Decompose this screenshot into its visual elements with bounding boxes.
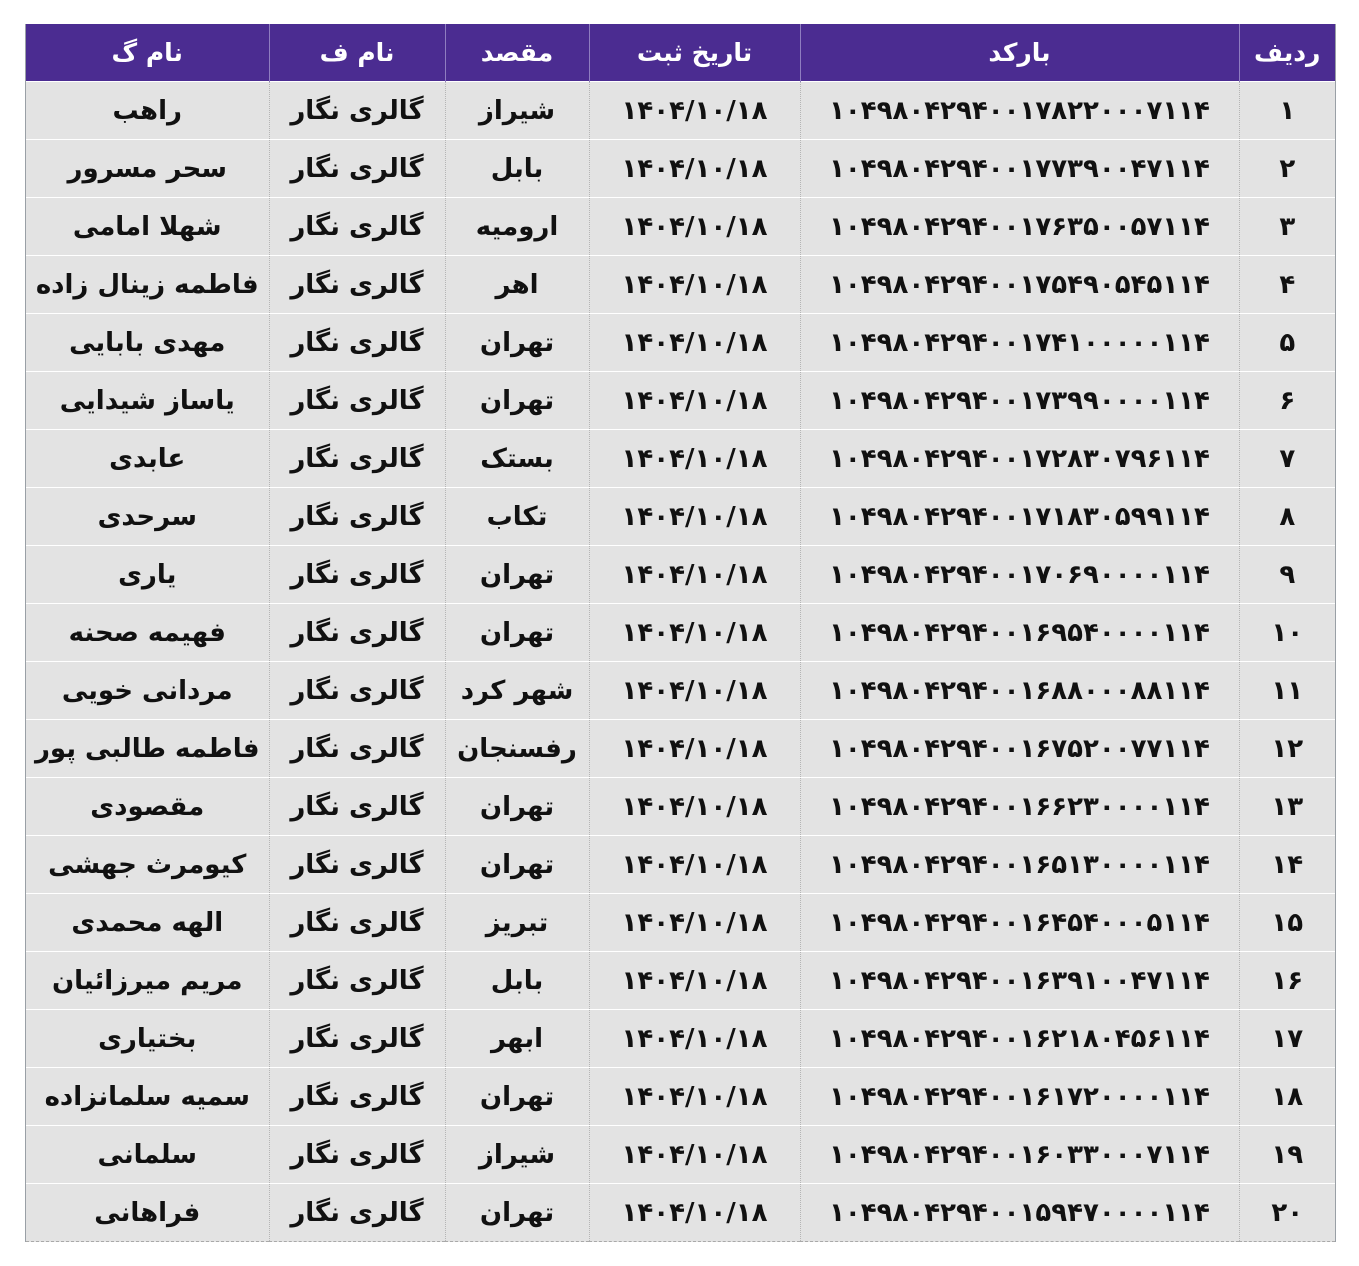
cell-row-number: ۱۶ xyxy=(1239,952,1335,1010)
table-row xyxy=(26,82,1335,140)
cell-barcode: ۱۰۴۹۸۰۴۲۹۴۰۰۱۷۲۸۳۰۷۹۶۱۱۴ xyxy=(800,430,1239,488)
table-row xyxy=(26,314,1335,372)
cell-date: ۱۴۰۴/۱۰/۱۸ xyxy=(589,604,800,662)
cell-date: ۱۴۰۴/۱۰/۱۸ xyxy=(589,140,800,198)
cell-date: ۱۴۰۴/۱۰/۱۸ xyxy=(589,778,800,836)
cell-barcode: ۱۰۴۹۸۰۴۲۹۴۰۰۱۶۲۱۸۰۴۵۶۱۱۴ xyxy=(800,1010,1239,1068)
cell-last-name: گالری نگار xyxy=(269,604,445,662)
cell-last-name: گالری نگار xyxy=(269,1184,445,1242)
cell-barcode: ۱۰۴۹۸۰۴۲۹۴۰۰۱۶۰۳۳۰۰۰۷۱۱۴ xyxy=(800,1126,1239,1184)
cell-date: ۱۴۰۴/۱۰/۱۸ xyxy=(589,894,800,952)
cell-first-name: سلمانی xyxy=(26,1126,269,1184)
cell-last-name: گالری نگار xyxy=(269,1010,445,1068)
table-row xyxy=(26,1068,1335,1126)
cell-barcode: ۱۰۴۹۸۰۴۲۹۴۰۰۱۷۰۶۹۰۰۰۰۱۱۴ xyxy=(800,546,1239,604)
table-row xyxy=(26,488,1335,546)
cell-first-name: سرحدی xyxy=(26,488,269,546)
cell-row-number: ۵ xyxy=(1239,314,1335,372)
cell-row-number: ۱۴ xyxy=(1239,836,1335,894)
cell-destination: تهران xyxy=(445,1184,589,1242)
cell-first-name: عابدی xyxy=(26,430,269,488)
cell-destination: تهران xyxy=(445,1068,589,1126)
cell-destination: تبریز xyxy=(445,894,589,952)
cell-date: ۱۴۰۴/۱۰/۱۸ xyxy=(589,836,800,894)
cell-last-name: گالری نگار xyxy=(269,894,445,952)
cell-barcode: ۱۰۴۹۸۰۴۲۹۴۰۰۱۷۱۸۳۰۵۹۹۱۱۴ xyxy=(800,488,1239,546)
cell-row-number: ۲ xyxy=(1239,140,1335,198)
header-first-name: نام گ xyxy=(26,24,269,82)
cell-date: ۱۴۰۴/۱۰/۱۸ xyxy=(589,952,800,1010)
cell-last-name: گالری نگار xyxy=(269,1126,445,1184)
table-header xyxy=(26,24,1335,82)
cell-barcode: ۱۰۴۹۸۰۴۲۹۴۰۰۱۷۵۴۹۰۵۴۵۱۱۴ xyxy=(800,256,1239,314)
cell-row-number: ۴ xyxy=(1239,256,1335,314)
shipment-table xyxy=(26,24,1335,1242)
table-row xyxy=(26,1126,1335,1184)
cell-barcode: ۱۰۴۹۸۰۴۲۹۴۰۰۱۶۶۲۳۰۰۰۰۱۱۴ xyxy=(800,778,1239,836)
cell-first-name: فهیمه صحنه xyxy=(26,604,269,662)
cell-first-name: سحر مسرور xyxy=(26,140,269,198)
shipment-table-container xyxy=(25,24,1336,1242)
cell-last-name: گالری نگار xyxy=(269,836,445,894)
cell-row-number: ۱ xyxy=(1239,82,1335,140)
cell-last-name: گالری نگار xyxy=(269,140,445,198)
cell-row-number: ۶ xyxy=(1239,372,1335,430)
cell-destination: تهران xyxy=(445,372,589,430)
cell-barcode: ۱۰۴۹۸۰۴۲۹۴۰۰۱۵۹۴۷۰۰۰۰۱۱۴ xyxy=(800,1184,1239,1242)
cell-date: ۱۴۰۴/۱۰/۱۸ xyxy=(589,546,800,604)
cell-destination: تکاب xyxy=(445,488,589,546)
header-row xyxy=(26,24,1335,82)
cell-date: ۱۴۰۴/۱۰/۱۸ xyxy=(589,1184,800,1242)
cell-first-name: فاطمه طالبی پور xyxy=(26,720,269,778)
cell-barcode: ۱۰۴۹۸۰۴۲۹۴۰۰۱۶۹۵۴۰۰۰۰۱۱۴ xyxy=(800,604,1239,662)
table-row xyxy=(26,836,1335,894)
table-row xyxy=(26,662,1335,720)
cell-destination: رفسنجان xyxy=(445,720,589,778)
cell-last-name: گالری نگار xyxy=(269,488,445,546)
cell-first-name: شهلا امامی xyxy=(26,198,269,256)
cell-first-name: مهدی بابایی xyxy=(26,314,269,372)
cell-barcode: ۱۰۴۹۸۰۴۲۹۴۰۰۱۶۸۸۰۰۰۸۸۱۱۴ xyxy=(800,662,1239,720)
cell-destination: بابل xyxy=(445,952,589,1010)
cell-first-name: سمیه سلمانزاده xyxy=(26,1068,269,1126)
cell-destination: تهران xyxy=(445,836,589,894)
table-row xyxy=(26,256,1335,314)
cell-date: ۱۴۰۴/۱۰/۱۸ xyxy=(589,430,800,488)
cell-last-name: گالری نگار xyxy=(269,952,445,1010)
cell-first-name: یاری xyxy=(26,546,269,604)
cell-destination: بابل xyxy=(445,140,589,198)
header-last-name: نام ف xyxy=(269,24,445,82)
cell-last-name: گالری نگار xyxy=(269,430,445,488)
cell-row-number: ۱۳ xyxy=(1239,778,1335,836)
cell-row-number: ۱۹ xyxy=(1239,1126,1335,1184)
cell-destination: ارومیه xyxy=(445,198,589,256)
cell-date: ۱۴۰۴/۱۰/۱۸ xyxy=(589,314,800,372)
cell-first-name: فاطمه زینال زاده xyxy=(26,256,269,314)
cell-first-name: بختیاری xyxy=(26,1010,269,1068)
cell-barcode: ۱۰۴۹۸۰۴۲۹۴۰۰۱۷۴۱۰۰۰۰۰۱۱۴ xyxy=(800,314,1239,372)
cell-row-number: ۱۱ xyxy=(1239,662,1335,720)
table-row xyxy=(26,952,1335,1010)
cell-date: ۱۴۰۴/۱۰/۱۸ xyxy=(589,1010,800,1068)
cell-barcode: ۱۰۴۹۸۰۴۲۹۴۰۰۱۶۴۵۴۰۰۰۵۱۱۴ xyxy=(800,894,1239,952)
cell-last-name: گالری نگار xyxy=(269,1068,445,1126)
header-row-number: ردیف xyxy=(1239,24,1335,82)
cell-destination: تهران xyxy=(445,778,589,836)
cell-first-name: مردانی خویی xyxy=(26,662,269,720)
cell-last-name: گالری نگار xyxy=(269,198,445,256)
cell-date: ۱۴۰۴/۱۰/۱۸ xyxy=(589,1068,800,1126)
table-row xyxy=(26,1184,1335,1242)
cell-date: ۱۴۰۴/۱۰/۱۸ xyxy=(589,256,800,314)
cell-last-name: گالری نگار xyxy=(269,372,445,430)
cell-destination: تهران xyxy=(445,604,589,662)
cell-date: ۱۴۰۴/۱۰/۱۸ xyxy=(589,372,800,430)
cell-first-name: کیومرث جهشی xyxy=(26,836,269,894)
cell-last-name: گالری نگار xyxy=(269,662,445,720)
cell-first-name: الهه محمدی xyxy=(26,894,269,952)
cell-last-name: گالری نگار xyxy=(269,546,445,604)
table-row xyxy=(26,720,1335,778)
cell-date: ۱۴۰۴/۱۰/۱۸ xyxy=(589,1126,800,1184)
header-destination: مقصد xyxy=(445,24,589,82)
cell-row-number: ۷ xyxy=(1239,430,1335,488)
table-row xyxy=(26,430,1335,488)
table-row xyxy=(26,1010,1335,1068)
cell-destination: بستک xyxy=(445,430,589,488)
cell-first-name: راهب xyxy=(26,82,269,140)
cell-destination: تهران xyxy=(445,546,589,604)
cell-first-name: یاساز شیدایی xyxy=(26,372,269,430)
cell-last-name: گالری نگار xyxy=(269,256,445,314)
cell-last-name: گالری نگار xyxy=(269,314,445,372)
cell-date: ۱۴۰۴/۱۰/۱۸ xyxy=(589,720,800,778)
cell-barcode: ۱۰۴۹۸۰۴۲۹۴۰۰۱۶۷۵۲۰۰۷۷۱۱۴ xyxy=(800,720,1239,778)
cell-barcode: ۱۰۴۹۸۰۴۲۹۴۰۰۱۶۵۱۳۰۰۰۰۱۱۴ xyxy=(800,836,1239,894)
cell-row-number: ۸ xyxy=(1239,488,1335,546)
cell-row-number: ۳ xyxy=(1239,198,1335,256)
table-row xyxy=(26,140,1335,198)
cell-destination: شهر کرد xyxy=(445,662,589,720)
cell-row-number: ۲۰ xyxy=(1239,1184,1335,1242)
cell-first-name: فراهانی xyxy=(26,1184,269,1242)
cell-row-number: ۱۸ xyxy=(1239,1068,1335,1126)
header-barcode: بارکد xyxy=(800,24,1239,82)
cell-destination: شیراز xyxy=(445,82,589,140)
cell-row-number: ۱۲ xyxy=(1239,720,1335,778)
cell-barcode: ۱۰۴۹۸۰۴۲۹۴۰۰۱۷۸۲۲۰۰۰۷۱۱۴ xyxy=(800,82,1239,140)
cell-row-number: ۱۰ xyxy=(1239,604,1335,662)
cell-row-number: ۹ xyxy=(1239,546,1335,604)
cell-last-name: گالری نگار xyxy=(269,720,445,778)
cell-first-name: مقصودی xyxy=(26,778,269,836)
cell-barcode: ۱۰۴۹۸۰۴۲۹۴۰۰۱۷۷۳۹۰۰۴۷۱۱۴ xyxy=(800,140,1239,198)
cell-last-name: گالری نگار xyxy=(269,778,445,836)
cell-row-number: ۱۵ xyxy=(1239,894,1335,952)
cell-date: ۱۴۰۴/۱۰/۱۸ xyxy=(589,488,800,546)
table-row xyxy=(26,546,1335,604)
cell-date: ۱۴۰۴/۱۰/۱۸ xyxy=(589,198,800,256)
cell-barcode: ۱۰۴۹۸۰۴۲۹۴۰۰۱۷۳۹۹۰۰۰۰۱۱۴ xyxy=(800,372,1239,430)
table-row xyxy=(26,778,1335,836)
table-row xyxy=(26,198,1335,256)
cell-barcode: ۱۰۴۹۸۰۴۲۹۴۰۰۱۶۱۷۲۰۰۰۰۱۱۴ xyxy=(800,1068,1239,1126)
cell-date: ۱۴۰۴/۱۰/۱۸ xyxy=(589,662,800,720)
cell-destination: اهر xyxy=(445,256,589,314)
table-row xyxy=(26,894,1335,952)
table-row xyxy=(26,604,1335,662)
cell-barcode: ۱۰۴۹۸۰۴۲۹۴۰۰۱۷۶۳۵۰۰۵۷۱۱۴ xyxy=(800,198,1239,256)
cell-destination: ابهر xyxy=(445,1010,589,1068)
cell-first-name: مریم میرزائیان xyxy=(26,952,269,1010)
cell-row-number: ۱۷ xyxy=(1239,1010,1335,1068)
cell-date: ۱۴۰۴/۱۰/۱۸ xyxy=(589,82,800,140)
table-row xyxy=(26,372,1335,430)
table-body xyxy=(26,82,1335,1242)
cell-barcode: ۱۰۴۹۸۰۴۲۹۴۰۰۱۶۳۹۱۰۰۴۷۱۱۴ xyxy=(800,952,1239,1010)
cell-destination: شیراز xyxy=(445,1126,589,1184)
cell-destination: تهران xyxy=(445,314,589,372)
header-date: تاریخ ثبت xyxy=(589,24,800,82)
cell-last-name: گالری نگار xyxy=(269,82,445,140)
